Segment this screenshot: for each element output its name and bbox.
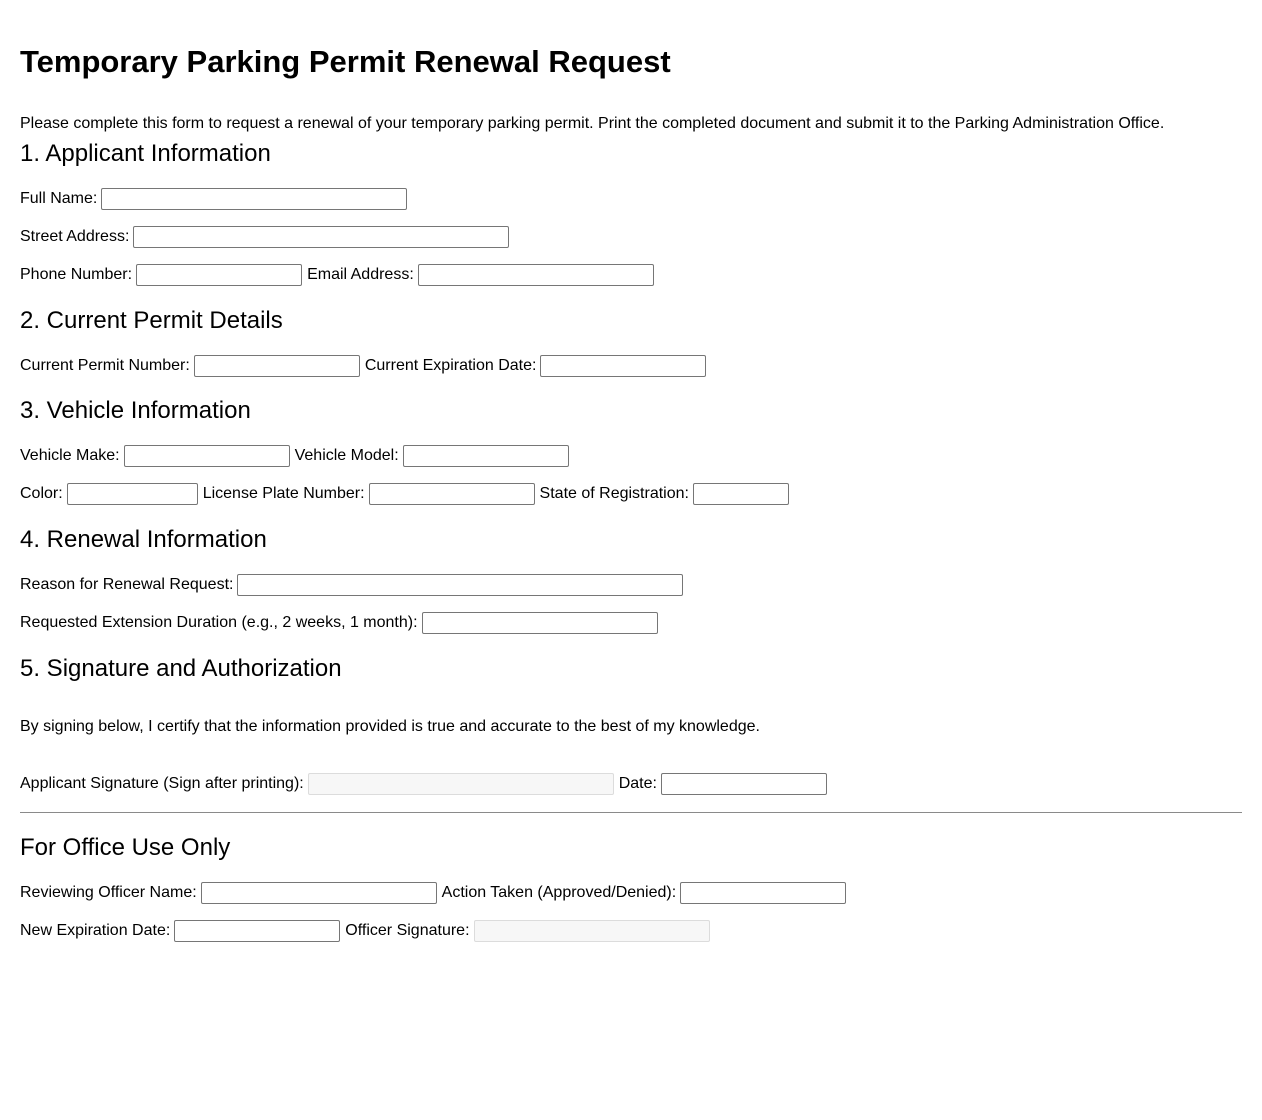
applicant-signature-label: Applicant Signature (Sign after printing):	[20, 775, 304, 792]
vehicle-model-input[interactable]	[403, 445, 569, 467]
vehicle-make-label: Vehicle Make:	[20, 447, 120, 464]
applicant-signature-input[interactable]	[308, 773, 614, 795]
permit-number-input[interactable]	[194, 355, 360, 377]
row-contact	[20, 264, 659, 286]
state-registration-input[interactable]	[693, 483, 789, 505]
extension-duration-input[interactable]	[422, 612, 658, 634]
full-name-input[interactable]	[101, 188, 407, 210]
extension-duration-label: Requested Extension Duration (e.g., 2 weeks, 1 month):	[20, 614, 418, 631]
email-input[interactable]	[418, 264, 654, 286]
section-heading-renewal: 4. Renewal Information	[20, 526, 267, 553]
signature-date-label: Date:	[618, 775, 657, 792]
renewal-reason-label: Reason for Renewal Request:	[20, 576, 234, 593]
row-street-address	[20, 226, 514, 248]
section-divider	[20, 812, 1242, 813]
action-taken-label: Action Taken (Approved/Denied):	[441, 884, 677, 901]
row-office-expiration	[20, 920, 715, 942]
license-plate-input[interactable]	[369, 483, 535, 505]
certify-text: By signing below, I certify that the information provided is true and accurate to the best of my knowledge.	[20, 718, 760, 735]
phone-label: Phone Number:	[20, 266, 133, 283]
row-officer-action	[20, 882, 851, 904]
color-label: Color:	[20, 485, 63, 502]
section-heading-applicant: 1. Applicant Information	[20, 140, 271, 167]
street-address-label: Street Address:	[20, 228, 130, 245]
signature-date-input[interactable]	[661, 773, 827, 795]
intro-text: Please complete this form to request a renewal of your temporary parking permit. Print the completed document and submit it to the Parking Administration Office.	[20, 115, 1165, 132]
new-expiration-input[interactable]	[174, 920, 340, 942]
row-permit-details	[20, 355, 711, 377]
expiration-date-label: Current Expiration Date:	[364, 357, 537, 374]
state-registration-label: State of Registration:	[539, 485, 689, 502]
officer-signature-input[interactable]	[474, 920, 710, 942]
phone-input[interactable]	[136, 264, 302, 286]
row-renewal-reason	[20, 574, 688, 596]
renewal-reason-input[interactable]	[237, 574, 683, 596]
page-title: Temporary Parking Permit Renewal Request	[20, 44, 671, 79]
row-applicant-signature	[20, 773, 832, 795]
section-heading-office: For Office Use Only	[20, 834, 231, 861]
section-heading-permit: 2. Current Permit Details	[20, 307, 283, 334]
action-taken-input[interactable]	[680, 882, 846, 904]
row-full-name	[20, 188, 412, 210]
officer-signature-label: Officer Signature:	[345, 922, 470, 939]
full-name-label: Full Name:	[20, 190, 98, 207]
permit-number-label: Current Permit Number:	[20, 357, 190, 374]
row-extension-duration	[20, 612, 663, 634]
vehicle-model-label: Vehicle Model:	[294, 447, 399, 464]
email-label: Email Address:	[307, 266, 414, 283]
license-plate-label: License Plate Number:	[202, 485, 365, 502]
new-expiration-label: New Expiration Date:	[20, 922, 171, 939]
officer-name-label: Reviewing Officer Name:	[20, 884, 197, 901]
row-vehicle-make-model	[20, 445, 574, 467]
color-input[interactable]	[67, 483, 198, 505]
expiration-date-input[interactable]	[540, 355, 706, 377]
section-heading-signature: 5. Signature and Authorization	[20, 655, 342, 682]
vehicle-make-input[interactable]	[124, 445, 290, 467]
street-address-input[interactable]	[133, 226, 509, 248]
officer-name-input[interactable]	[201, 882, 437, 904]
section-heading-vehicle: 3. Vehicle Information	[20, 397, 251, 424]
row-vehicle-details	[20, 483, 794, 505]
